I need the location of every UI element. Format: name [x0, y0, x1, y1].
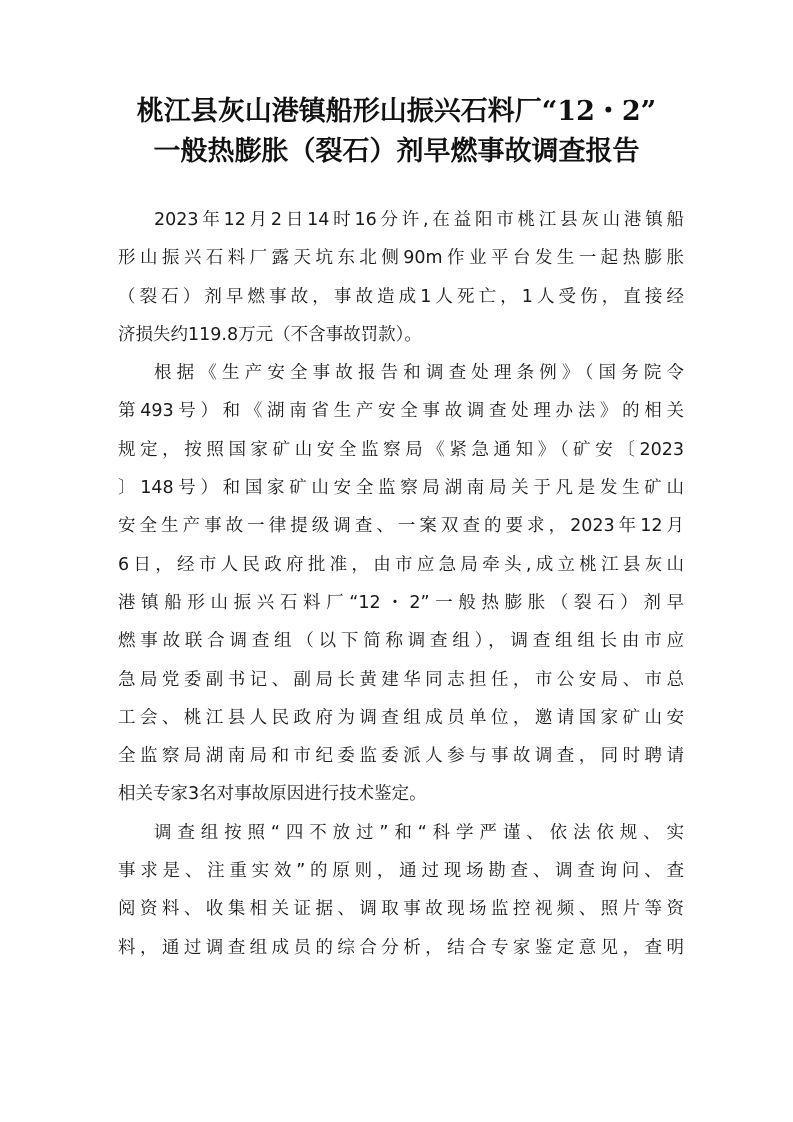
paragraph-line: 6日，经市人民政府批准，由市应急局牵头,成立桃江县灰山: [118, 554, 684, 575]
paragraph-line: 根据《生产安全事故报告和调查处理条例》（国务院令: [154, 363, 684, 384]
paragraph-line: 全监察局湖南局和市纪委监委派人参与事故调查，同时聘请: [118, 746, 684, 767]
paragraph-line: 急局党委副书记、副局长黄建华同志担任，市公安局、市总: [118, 669, 684, 690]
paragraph-line: 相关专家3名对事故原因进行技术鉴定。: [118, 784, 427, 805]
paragraph-line: 燃事故联合调查组（以下简称调查组），调查组组长由市应: [118, 631, 684, 652]
paragraph-line: 规定，按照国家矿山安全监察局《紧急通知》（矿安〔2023: [118, 439, 684, 460]
paragraph-line: （裂石）剂早燃事故，事故造成1人死亡，1人受伤，直接经: [118, 286, 684, 307]
paragraph-line: 2023年12月2日14时16分许,在益阳市桃江县灰山港镇船: [154, 210, 684, 230]
paragraph-line: 〕148号）和国家矿山安全监察局湖南局关于凡是发生矿山: [118, 478, 684, 499]
paragraph-3: [118, 814, 684, 967]
paragraph-line: 阅资料、收集相关证据、调取事故现场监控视频、照片等资: [118, 899, 684, 920]
paragraph-1: [118, 201, 684, 354]
paragraph-line: 济损失约119.8万元（不含事故罚款）。: [118, 324, 422, 345]
title-line-2: 一般热膨胀（裂石）剂早燃事故调查报告: [153, 136, 640, 167]
paragraph-2: [118, 354, 684, 814]
paragraph-line: 形山振兴石料厂露天坑东北侧90m作业平台发生一起热膨胀: [118, 248, 684, 269]
paragraph-line: 港镇船形山振兴石料厂“12・2”一般热膨胀（裂石）剂早: [118, 592, 684, 613]
title-line-1: 桃江县灰山港镇船形山振兴石料厂“12・2”: [136, 96, 657, 127]
paragraph-line: 事求是、注重实效”的原则，通过现场勘查、调查询问、查: [118, 861, 684, 882]
paragraph-line: 安全生产事故一律提级调查、一案双查的要求，2023年12月: [118, 516, 684, 537]
report-body: [118, 201, 684, 967]
paragraph-line: 料，通过调查组成员的综合分析，结合专家鉴定意见，查明: [118, 937, 684, 958]
report-title: [60, 92, 733, 172]
paragraph-line: 调查组按照“四不放过”和“科学严谨、依法依规、实: [154, 822, 684, 843]
paragraph-line: 工会、桃江县人民政府为调查组成员单位，邀请国家矿山安: [118, 707, 684, 728]
paragraph-line: 第493号）和《湖南省生产安全事故调查处理办法》的相关: [118, 401, 684, 422]
